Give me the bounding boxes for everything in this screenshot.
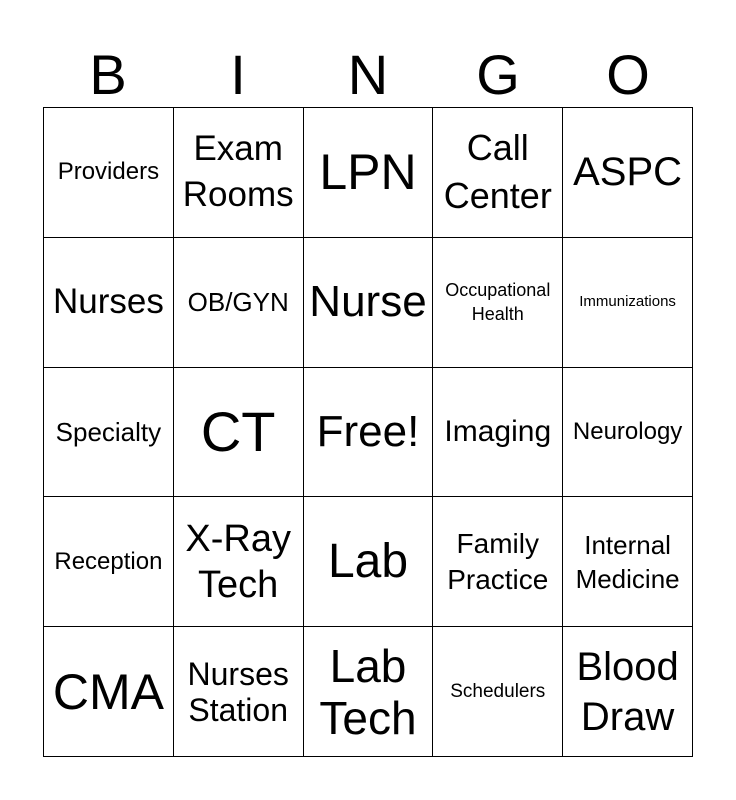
bingo-cell-r2-c5[interactable]: Immunizations bbox=[563, 238, 693, 368]
header-letter-o: O bbox=[606, 43, 650, 106]
bingo-cell-r2-c2[interactable]: OB/GYN bbox=[174, 238, 304, 368]
bingo-cell-r4-c3[interactable]: Lab bbox=[304, 497, 434, 627]
bingo-cell-r4-c4[interactable]: Family Practice bbox=[433, 497, 563, 627]
bingo-cell-r5-c1[interactable]: CMA bbox=[44, 627, 174, 757]
bingo-board bbox=[43, 107, 693, 757]
bingo-cell-r3-c3-free[interactable]: Free! bbox=[304, 368, 434, 498]
bingo-cell-r1-c3[interactable]: LPN bbox=[304, 108, 434, 238]
bingo-cell-r4-c1[interactable]: Reception bbox=[44, 497, 174, 627]
bingo-cell-r5-c4[interactable]: Schedulers bbox=[433, 627, 563, 757]
header-letter-b: B bbox=[89, 43, 127, 106]
bingo-cell-r4-c5[interactable]: Internal Medicine bbox=[563, 497, 693, 627]
bingo-header bbox=[43, 44, 693, 106]
bingo-cell-r1-c4[interactable]: Call Center bbox=[433, 108, 563, 238]
header-letter-n: N bbox=[347, 43, 389, 106]
bingo-cell-r1-c2[interactable]: Exam Rooms bbox=[174, 108, 304, 238]
bingo-cell-r1-c1[interactable]: Providers bbox=[44, 108, 174, 238]
bingo-cell-r3-c2[interactable]: CT bbox=[174, 368, 304, 498]
bingo-cell-r3-c5[interactable]: Neurology bbox=[563, 368, 693, 498]
bingo-cell-r2-c3[interactable]: Nurse bbox=[304, 238, 434, 368]
bingo-cell-r5-c3[interactable]: Lab Tech bbox=[304, 627, 434, 757]
bingo-cell-r4-c2[interactable]: X-Ray Tech bbox=[174, 497, 304, 627]
header-letter-g: G bbox=[476, 43, 520, 106]
bingo-cell-r1-c5[interactable]: ASPC bbox=[563, 108, 693, 238]
bingo-cell-r5-c2[interactable]: Nurses Station bbox=[174, 627, 304, 757]
bingo-cell-r3-c1[interactable]: Specialty bbox=[44, 368, 174, 498]
bingo-cell-r2-c1[interactable]: Nurses bbox=[44, 238, 174, 368]
bingo-cell-r5-c5[interactable]: Blood Draw bbox=[563, 627, 693, 757]
bingo-cell-r2-c4[interactable]: Occupational Health bbox=[433, 238, 563, 368]
header-letter-i: I bbox=[230, 43, 246, 106]
bingo-cell-r3-c4[interactable]: Imaging bbox=[433, 368, 563, 498]
